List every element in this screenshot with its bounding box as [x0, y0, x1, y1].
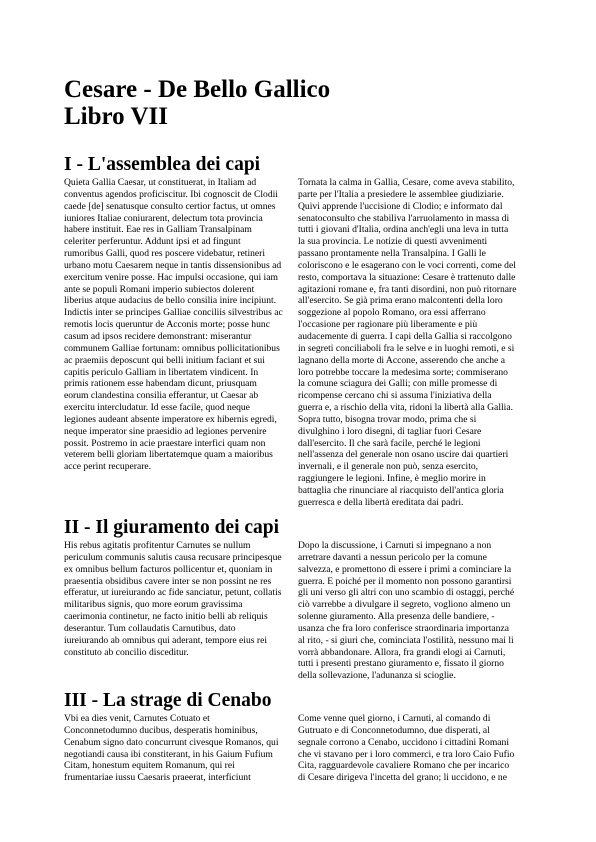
- text-line: casum ad ipsos recidere demonstrant: miserantur: [64, 330, 252, 342]
- text-line: Sopra tutto, bisogna trovar modo, prima che si: [298, 413, 477, 425]
- text-line: all'esercito. Se già prima erano malcontenti della loro: [298, 295, 503, 307]
- text-line: ricompense cercano chi si assuma l'iniziativa della: [298, 390, 492, 402]
- latin-column: [64, 713, 298, 784]
- section-2: [64, 517, 534, 682]
- text-line: constituto ab concilio disceditur.: [64, 646, 189, 658]
- text-line: audacemente di guerra. I capi della Gallia si raccolgono: [298, 330, 512, 342]
- text-line: negotiandi causa ibi constiterant, in his Gaium Fufium: [64, 748, 273, 760]
- italian-column: [298, 540, 534, 682]
- text-line: eorum clandestina consilia efferantur, ut Caesar ab: [64, 390, 259, 402]
- text-line: della sollevazione, l'adunanza si scioglie.: [298, 670, 456, 682]
- text-line: ante se populi Romani imperio subiectos dolerent: [64, 283, 255, 295]
- text-line: habere instituit. Eae res in Galliam Transalpinam: [64, 224, 252, 236]
- latin-column: [64, 540, 298, 682]
- section-heading: II - Il giuramento dei capi: [64, 517, 280, 538]
- text-line: divulghino i loro disegni, di tagliar fuori Cesare: [298, 425, 482, 437]
- text-line: Dopo la discussione, i Carnuti si impegnano a non: [298, 540, 492, 551]
- text-line: Cita, ragguardevole cavaliere Romano che per incarico: [298, 760, 510, 772]
- text-line: neque imperator sine praesidio ad legiones pervenire: [64, 425, 267, 437]
- text-line: Tornata la calma in Gallia, Cesare, come aveva stabilito,: [298, 177, 515, 188]
- text-line: in segreti conciliaboli fra le selve e in luoghi remoti, e si: [298, 342, 515, 354]
- text-line: tutti i giovani d'Italia, ordina anch'egli una leva in tutta: [298, 224, 509, 236]
- text-line: tutti i presenti prestano giuramento e, fissato il giorno: [298, 658, 504, 670]
- text-line: agitazioni romane e, fra tanti disordini, non può ritornare: [298, 283, 517, 295]
- text-line: Quivi apprende l'uccisione di Clodio; e informato dal: [298, 200, 503, 212]
- text-line: di Cesare dirigeva l'incetta del grano; li uccidono, e ne: [298, 772, 507, 784]
- text-line: efferatur, ut iureiurando ac fide sanciatur, petunt, collatis: [64, 587, 282, 599]
- text-line: urbano motu Caesarem neque in tantis dissensionibus ad: [64, 259, 282, 271]
- title-line-2: Libro VII: [64, 103, 168, 130]
- text-line: vorrà abbandonare. Allora, fra grandi elogi ai Carnuti,: [298, 646, 506, 658]
- text-line: guerra. E poiché per il momento non possono garantirsi: [298, 575, 512, 587]
- text-line: possit. Postremo in acie praestare interfici quam non: [64, 437, 266, 449]
- text-line: senatoconsulto che stabiliva l'arruolamento in massa di: [298, 212, 510, 224]
- text-line: invernali, e il generale non può, senza esercito,: [298, 461, 479, 473]
- text-line: la comune sciagura dei Galli; con mille promesse di: [298, 378, 498, 390]
- text-line: raggiungere le legioni. Infine, è meglio morire in: [298, 473, 486, 485]
- text-line: che vi stavano per i loro commerci, e tra loro Caio Fufio: [298, 748, 515, 760]
- text-line: soggezione al popolo Romano, ora essi afferrano: [298, 307, 486, 319]
- section-3: [64, 690, 534, 784]
- text-line: celeriter perferuntur. Addunt ipsi et ad fingunt: [64, 236, 241, 248]
- text-line: Quieta Gallia Caesar, ut constituerat, in Italiam ad: [64, 177, 257, 188]
- text-line: caerimonia continetur, ne facto initio belli ab reliquis: [64, 611, 268, 623]
- text-line: gli uni verso gli altri con uno scambio di ostaggi, perché: [298, 587, 515, 599]
- section-1: [64, 154, 534, 509]
- text-line: Citam, honestum equitem Romanum, qui rei: [64, 760, 235, 772]
- section-heading: I - L'assemblea dei capi: [64, 154, 261, 175]
- text-line: arretrare davanti a nessun pericolo per la comune: [298, 551, 487, 563]
- text-line: communem Galliae fortunam: omnibus pollicitationibus: [64, 342, 280, 354]
- text-line: ex omnibus bellum facturos pollicentur et, quoniam in: [64, 563, 273, 575]
- text-line: loro potrebbe toccare la medesima sorte; commiserano: [298, 366, 508, 378]
- text-line: liberius atque audacius de bello consilia inire incipiunt.: [64, 295, 277, 307]
- text-line: Indictis inter se principes Galliae conciliis silvestribus ac: [64, 307, 283, 319]
- text-line: ciò varrebbe a divulgare il segreto, vogliono almeno un: [298, 599, 511, 611]
- text-line: deserantur. Tum collaudatis Carnutibus, dato: [64, 622, 236, 634]
- text-line: nell'assenza del generale non osano uscire dai quartieri: [298, 449, 509, 461]
- text-line: legiones audeant absente imperatore ex hibernis egredi,: [64, 413, 277, 425]
- text-line: Cenabum signo dato concurrunt civesque Romanos, qui: [64, 736, 279, 748]
- text-line: guerresca e della libertà ereditata dai padri.: [298, 496, 464, 508]
- text-line: iuniores Italiae coniurarent, delectum tota provincia: [64, 212, 263, 224]
- text-line: His rebus agitatis profitentur Carnutes se nullum: [64, 540, 251, 551]
- text-line: guerra e, a rischio della vita, ridoni la libertà alla Gallia.: [298, 402, 513, 414]
- text-line: remotis locis queruntur de Acconis morte; posse hunc: [64, 319, 270, 331]
- text-line: acce perint recuperare.: [64, 461, 152, 473]
- text-line: parte per l'Italia a presiedere le assemblee giudiziarie.: [298, 188, 504, 200]
- text-line: conventus agendos proficiscitur. Ibi cognoscit de Clodii: [64, 188, 278, 200]
- title-line-1: Cesare - De Bello Gallico: [64, 76, 331, 103]
- text-line: caede [de] senatusque consulto certior factus, ut omnes: [64, 200, 276, 212]
- text-line: lagnano della morte di Accone, asserendo che anche a: [298, 354, 505, 366]
- text-line: Vbi ea dies venit, Carnutes Cotuato et: [64, 713, 210, 724]
- text-line: primis rationem esse habendam dicunt, priusquam: [64, 378, 257, 390]
- text-line: salvezza, e promettono di essere i primi a cominciare la: [298, 563, 512, 575]
- text-line: coloriscono e le esagerano con le voci correnti, come del: [298, 259, 516, 271]
- text-line: ac praemiis deposcunt qui belli initium faciant et sui: [64, 354, 265, 366]
- text-line: veterem belli gloriam libertatemque quam a maioribus: [64, 449, 273, 461]
- italian-column: [298, 713, 534, 784]
- text-line: solenne giuramento. Alla presenza delle bandiere, -: [298, 611, 495, 623]
- latin-column: [64, 177, 298, 509]
- text-line: passano prontamente nella Transalpina. I Galli le: [298, 248, 486, 260]
- text-line: rumoribus Galli, quod res poscere videbatur, retineri: [64, 248, 266, 260]
- text-line: iureiurando ab omnibus qui aderant, tempore eius rei: [64, 634, 268, 646]
- document-title: [64, 76, 534, 130]
- text-line: Conconnetodumno ducibus, desperatis hominibus,: [64, 724, 258, 736]
- text-line: capitis periculo Galliam in libertatem vindicent. In: [64, 366, 259, 378]
- text-line: resto, comportava la situazione: Cesare è trattenuto dalle: [298, 271, 516, 283]
- text-line: Come venne quel giorno, i Carnuti, al comando di: [298, 713, 491, 724]
- text-line: la sua provincia. Le notizie di questi avvenimenti: [298, 236, 488, 248]
- text-line: usanza che fra loro conferisce straordinaria importanza: [298, 622, 509, 634]
- italian-column: [298, 177, 534, 509]
- text-line: frumentariae iussu Caesaris praeerat, interficiunt: [64, 772, 251, 784]
- text-line: dall'esercito. Il che sarà facile, perché le legioni: [298, 437, 481, 449]
- section-heading: III - La strage di Cenabo: [64, 690, 272, 711]
- text-line: praesentia obsidibus cavere inter se non possint ne res: [64, 575, 272, 587]
- text-line: al rito, - si giuri che, cominciata l'ostilità, nessuno mai li: [298, 634, 514, 646]
- text-line: l'occasione per ragionare più liberamente e più: [298, 319, 478, 331]
- text-line: segnale corrono a Cenabo, uccidono i cittadini Romani: [298, 736, 510, 748]
- text-line: exercitum venire posse. Hac impulsi occasione, qui iam: [64, 271, 278, 283]
- text-line: Gutruato e di Conconnetodumno, due disperati, al: [298, 724, 490, 736]
- text-line: militaribus signis, quo more eorum gravissima: [64, 599, 243, 611]
- text-line: periculum communis salutis causa recusare principesque: [64, 551, 282, 563]
- text-line: exercitu intercludatur. Id esse facile, quod neque: [64, 402, 250, 414]
- text-line: battaglia che rinunciare al riacquisto dell'antica gloria: [298, 484, 504, 496]
